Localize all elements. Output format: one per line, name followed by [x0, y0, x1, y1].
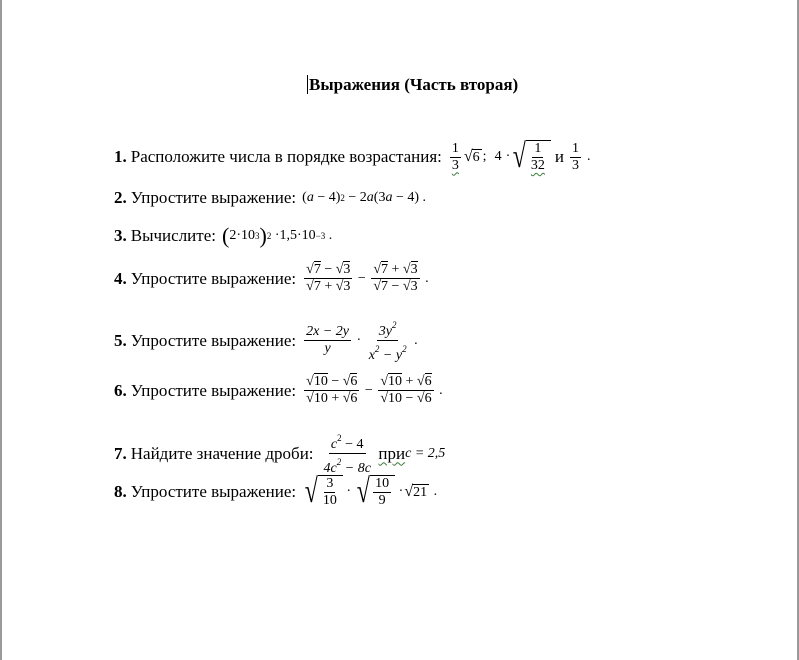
exercise-text: Упростите выражение: [130, 188, 297, 207]
exercise-3 [114, 223, 333, 248]
exercise-6 [114, 374, 443, 407]
exercise-text: Упростите выражение: [130, 268, 297, 288]
sqrt: √ 6 [463, 147, 480, 165]
exercise-8 [114, 475, 437, 509]
exercise-text: Упростите выражение: [130, 380, 297, 400]
exercise-text: Расположите числа в порядке возрастания: [130, 147, 442, 166]
math-expression-6: $\frac{√10 - √6}{√10 + √6}$ − $\frac{√10 + √6}{√10 - √6}$ . [306, 374, 443, 406]
page-left-border [0, 0, 2, 660]
math-expression-4: $\frac{√7 - √3}{√7 + √3}$ − $\frac{√7 + √3}{√7 - √3}$ . [306, 262, 429, 294]
sqrt: √ $\frac{1}{32}$ [510, 140, 551, 174]
text-cursor [307, 75, 308, 94]
exercise-4 [114, 262, 429, 295]
exercise-number: 2. [114, 188, 127, 207]
exercise-text: Найдите значение дроби: [130, 443, 314, 463]
document-title-text: Выражения (Часть вторая) [309, 75, 519, 94]
fraction: $\frac{1}{3}$ [451, 140, 459, 173]
exercise-number: 4. [114, 268, 127, 288]
math-expression-2: ( a − 4 ) 2 − 2 a ( 3 a − 4 ) . [302, 190, 427, 205]
fraction: $\frac{√10 + √6}{√10 - √6}$ [380, 374, 432, 406]
exercise-number: 5. [114, 330, 127, 350]
math-expression-5: $\frac{2x - 2y}{y}$ · $\frac{3y^2}{x^2 - y^2}$ . [302, 317, 417, 364]
exercise-number: 7. [114, 443, 127, 463]
math-expression-1: $\frac{1}{3}$ √ 6 ; 4 · √ $\frac{1}{32}$ и $\frac{1}{3}$ . [451, 138, 591, 175]
math-expression-3: ( 2 · 10 3 ) 2 ·1,5·10 −3 . [221, 223, 333, 248]
exercise-text: Вычислите: [130, 226, 216, 245]
exercise-1 [114, 140, 591, 174]
exercise-2 [114, 188, 426, 208]
math-expression-8: √ $\frac{3}{10}$ · √ $\frac{10}{9}$ · √ 21 . [302, 475, 437, 509]
exercise-number: 3. [114, 226, 127, 245]
fraction: $\frac{√7 + √3}{√7 - √3}$ [373, 262, 418, 294]
fraction: $\frac{3y^2}{x^2 - y^2}$ [367, 317, 409, 364]
exercise-text: Упростите выражение: [130, 482, 297, 501]
exercise-5 [114, 317, 418, 364]
exercise-text: Упростите выражение: [130, 330, 297, 350]
fraction: $\frac{2x - 2y}{y}$ [306, 324, 350, 356]
math-expression-7: $\frac{c^2 - 4}{4c^2 - 8c}$ при c = 2,5 [320, 430, 446, 477]
exercise-number: 1. [114, 147, 127, 166]
fraction: $\frac{√10 - √6}{√10 + √6}$ [306, 374, 358, 406]
fraction: $\frac{c^2 - 4}{4c^2 - 8c}$ [322, 430, 373, 477]
fraction: $\frac{1}{3}$ [572, 140, 580, 173]
sqrt: √ 21 [404, 482, 428, 500]
sqrt: √ $\frac{10}{9}$ [354, 475, 395, 509]
exercise-number: 6. [114, 380, 127, 400]
exercise-number: 8. [114, 482, 127, 501]
exercise-7 [114, 430, 445, 477]
document-title[interactable] [307, 75, 607, 95]
sqrt: √ $\frac{3}{10}$ [302, 475, 343, 509]
fraction: $\frac{√7 - √3}{√7 + √3}$ [306, 262, 351, 294]
